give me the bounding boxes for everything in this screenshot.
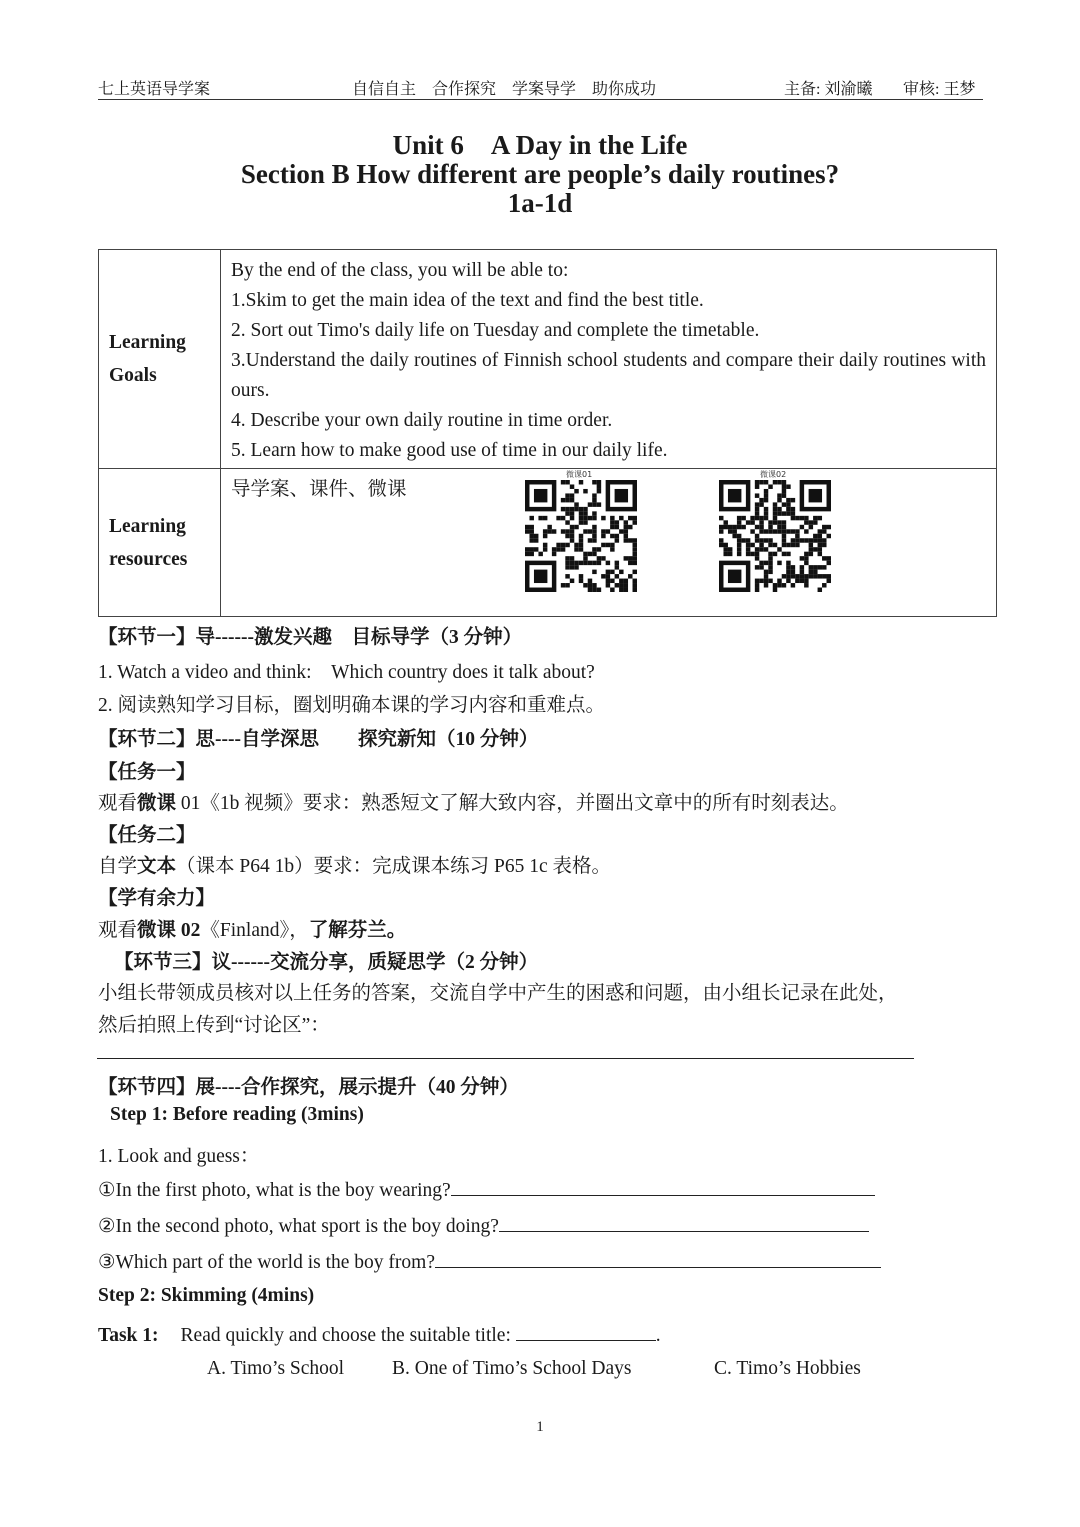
answer-blank-1[interactable]	[451, 1176, 875, 1196]
title-section: Section B How different are people’s daily routines?	[240, 159, 840, 189]
answer-blank-3[interactable]	[435, 1248, 881, 1268]
title-unit: Unit 6 A Day in the Life	[392, 130, 688, 160]
option-a: A. Timo’s School	[207, 1358, 345, 1379]
header-author: 主备: 刘渝曦	[784, 81, 873, 98]
goal-item: 1.Skim to get the main idea of the text and find the best title.	[231, 290, 704, 311]
task1-skimming: Task 1: Read quickly and choose the suitable title: .	[98, 1321, 661, 1347]
goal-item: 4. Describe your own daily routine in time order.	[231, 410, 613, 431]
qr2-caption: 微课02	[760, 470, 787, 479]
goals-content	[221, 250, 997, 469]
page-number: 1	[536, 1419, 544, 1435]
goal-item: 3.Understand the daily routines of Finnish school students and compare their daily routines with ours.	[231, 350, 986, 401]
goals-label: Learning Goals	[99, 250, 221, 469]
question-2: ②In the second photo, what sport is the boy doing?	[98, 1212, 869, 1238]
option-c: C. Timo’s Hobbies	[714, 1358, 861, 1379]
section1-item1: 1. Watch a video and think: Which country does it talk about?	[98, 662, 595, 683]
title-answer-blank[interactable]	[516, 1321, 656, 1341]
goals-intro: By the end of the class, you will be able to:	[231, 260, 569, 281]
step2-heading: Step 2: Skimming (4mins)	[98, 1285, 315, 1306]
goal-item: 2. Sort out Timo's daily life on Tuesday and complete the timetable.	[231, 320, 760, 341]
answer-blank-2[interactable]	[499, 1212, 869, 1232]
header-reviewer: 审核: 王梦	[903, 81, 976, 98]
resources-text: 导学案、课件、微课	[231, 479, 407, 500]
header-divider	[98, 99, 983, 100]
look-guess: 1. Look and guess：	[98, 1146, 260, 1167]
resources-label: Learning resources	[99, 469, 221, 617]
question-1: ①In the first photo, what is the boy wearing?	[98, 1176, 875, 1202]
header-left: 七上英语导学案	[98, 81, 211, 98]
title-range: 1a-1d	[507, 188, 573, 218]
qr-code-icon[interactable]	[525, 480, 637, 592]
step1-heading: Step 1: Before reading (3mins)	[110, 1104, 364, 1125]
qr1-caption: 微课01	[566, 470, 593, 479]
task1-heading: 【任务一】	[98, 762, 196, 783]
option-b: B. One of Timo’s School Days	[392, 1358, 632, 1379]
extra-text: 观看微课 02《Finland》，了解芬兰。	[98, 920, 407, 941]
qr-code-icon[interactable]	[719, 480, 831, 592]
discussion-answer-line[interactable]	[97, 1058, 914, 1059]
section1-item2: 2. 阅读熟知学习目标，圈划明确本课的学习内容和重难点。	[98, 695, 606, 716]
section3-line1: 小组长带领成员核对以上任务的答案，交流自学中产生的困惑和问题，由小组长记录在此处，	[98, 983, 898, 1004]
section3-line2: 然后拍照上传到“讨论区”：	[98, 1015, 330, 1036]
header-center: 自信自主 合作探究 学案导学 助你成功	[352, 81, 657, 98]
extra-heading: 【学有余力】	[98, 888, 216, 909]
goal-item: 5. Learn how to make good use of time in our daily life.	[231, 440, 668, 461]
task2-heading: 【任务二】	[98, 825, 196, 846]
task2-text: 自学文本（课本 P64 1b）要求：完成课本练习 P65 1c 表格。	[98, 856, 612, 877]
question-3: ③Which part of the world is the boy from?	[98, 1248, 881, 1274]
section3-heading: 【环节三】议------交流分享，质疑思学（2 分钟）	[114, 952, 539, 973]
section2-heading: 【环节二】思----自学深思 探究新知（10 分钟）	[98, 729, 539, 750]
section4-heading: 【环节四】展----合作探究，展示提升（40 分钟）	[98, 1077, 519, 1098]
task1-text: 观看微课 01《1b 视频》要求：熟悉短文了解大致内容，并圈出文章中的所有时刻表达。	[98, 793, 849, 814]
section1-heading: 【环节一】导------激发兴趣 目标导学（3 分钟）	[98, 627, 523, 648]
